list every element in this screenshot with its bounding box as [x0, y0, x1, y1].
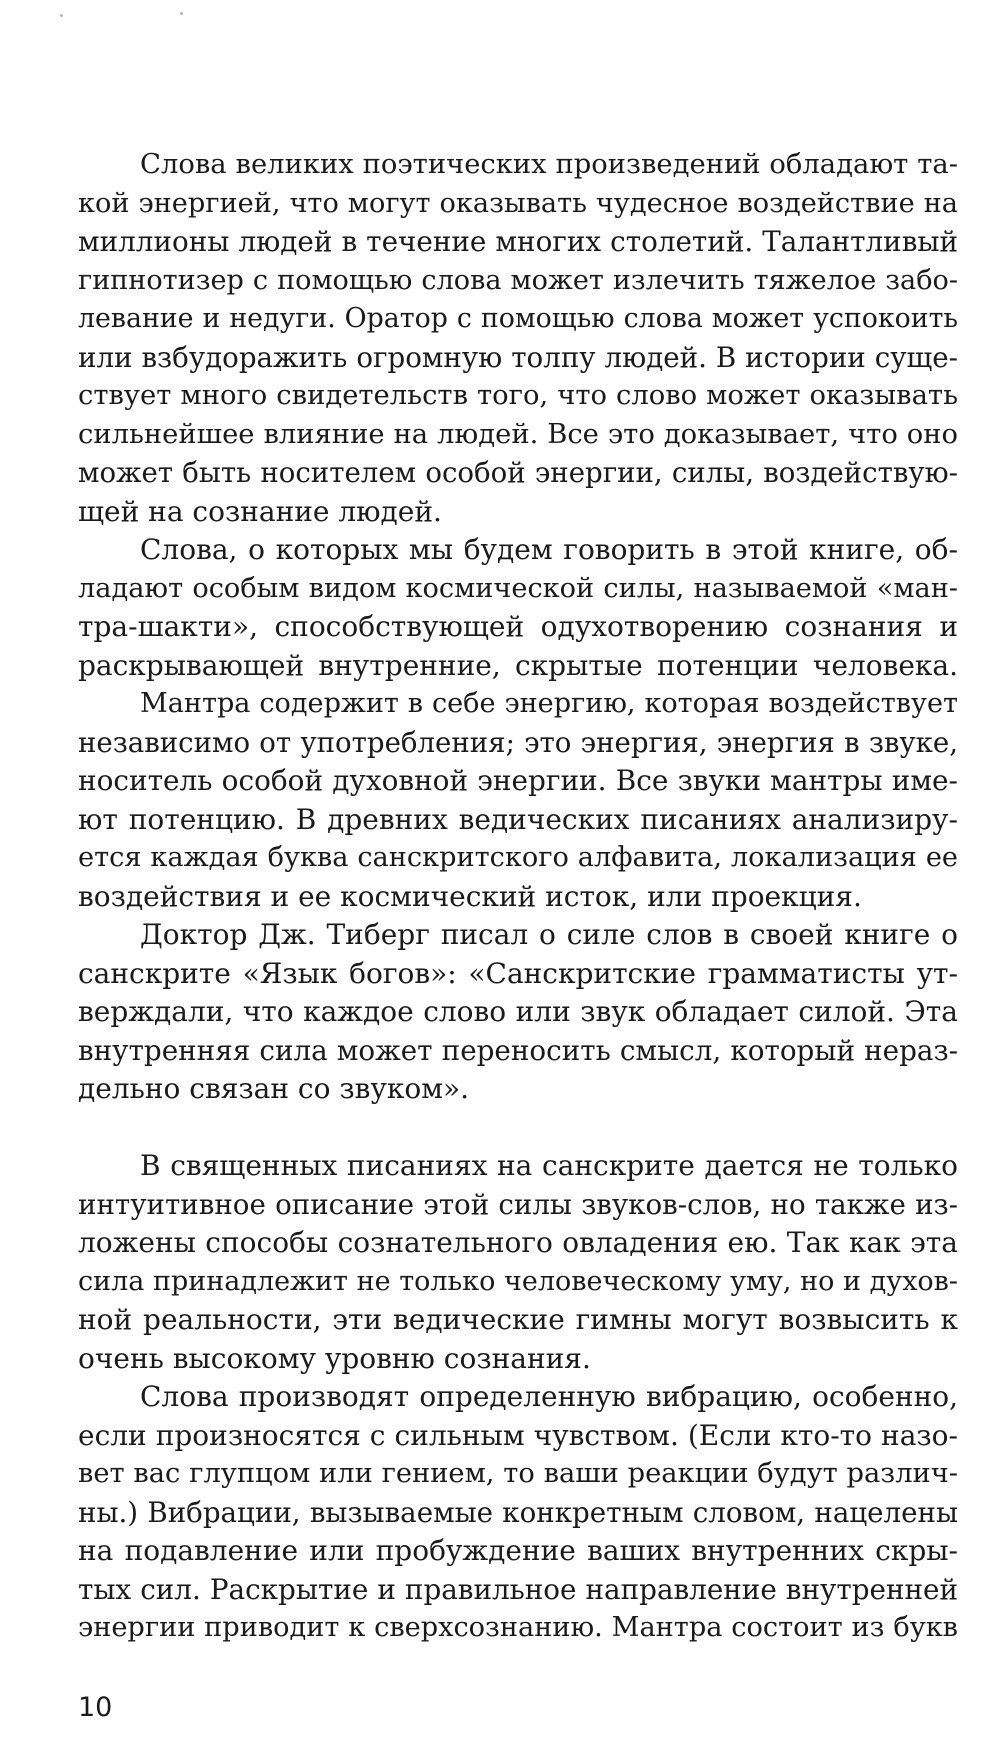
text-line: кой энергией, что могут оказывать чудесное воздействие на	[78, 188, 958, 219]
text-line: Слова производят определенную вибрацию, особенно,	[140, 1380, 958, 1413]
text-line: щей на сознание людей.	[78, 495, 442, 528]
text-line: миллионы людей в течение многих столетий. Талантливый	[78, 225, 958, 258]
text-line: верждали, что каждое слово или звук обладает силой. Эта	[78, 995, 958, 1028]
text-line: ствует много свидетельств того, что слово может оказывать	[78, 380, 958, 411]
text-line: ется каждая буква санскритского алфавита, локализация ее	[78, 842, 958, 873]
text-line: Слова, о которых мы будем говорить в этой книге, об-	[140, 533, 958, 566]
text-line: ной реальности, эти ведические гимны могут возвысить к	[78, 1303, 958, 1336]
text-line: дельно связан со звуком».	[78, 1072, 470, 1105]
text-line: или взбудоражить огромную толпу людей. В истории суще-	[78, 341, 958, 374]
text-line: санскрите «Язык богов»: «Санскритские грамматисты ут-	[78, 957, 958, 990]
text-line: может быть носителем особой энергии, силы, воздействую-	[78, 456, 958, 489]
text-line: ют потенцию. В древних ведических писаниях анализиру-	[78, 803, 958, 836]
text-line: ны.) Вибрации, вызываемые конкретным словом, нацелены	[78, 1496, 958, 1529]
text-line: тра-шакти», способствующей одухотворению сознания и	[78, 610, 958, 643]
text-line: ложены способы сознательного овладения ею. Так как эта	[78, 1226, 958, 1259]
text-line: вет вас глупцом или гением, то ваши реакции будут различ-	[78, 1458, 958, 1489]
text-line: раскрывающей внутренние, скрытые потенции человека.	[78, 649, 958, 682]
text-line: левание и недуги. Оратор с помощью слова может успокоить	[78, 303, 958, 334]
text-line: энергии приводит к сверхсознанию. Мантра состоит из букв	[78, 1612, 958, 1643]
text-line: сила принадлежит не только человеческому уму, но и духов-	[78, 1266, 958, 1297]
text-line: внутренняя сила может переносить смысл, который нераз-	[78, 1034, 958, 1067]
page-number: 10	[78, 1692, 113, 1723]
text-line: если произносятся с сильным чувством. (Если кто-то назо-	[78, 1419, 958, 1452]
text-line: независимо от употребления; это энергия, энергия в звуке,	[78, 726, 958, 759]
scan-speck	[60, 14, 63, 17]
text-line: носитель особой духовной энергии. Все звуки мантры име-	[78, 764, 958, 797]
text-line: очень высокому уровню сознания.	[78, 1342, 591, 1375]
text-line: интуитивное описание этой силы звуков-слов, но также из-	[78, 1188, 958, 1221]
text-line: тых сил. Раскрытие и правильное направление внутренней	[78, 1573, 958, 1606]
text-line: Слова великих поэтических произведений обладают та-	[140, 149, 958, 180]
text-line: воздействия и ее космический исток, или проекция.	[78, 880, 862, 913]
scan-speck	[180, 12, 183, 15]
text-line: В священных писаниях на санскрите дается не только	[140, 1149, 958, 1182]
text-line: Мантра содержит в себе энергию, которая воздействует	[140, 688, 958, 719]
text-line: гипнотизер с помощью слова может излечить тяжелое забо-	[78, 265, 958, 296]
text-line: Доктор Дж. Тиберг писал о силе слов в своей книге о	[140, 918, 958, 951]
text-line: на подавление или пробуждение ваших внутренних скры-	[78, 1534, 958, 1567]
text-line: ладают особым видом космической силы, называемой «ман-	[78, 573, 958, 604]
text-line: сильнейшее влияние на людей. Все это доказывает, что оно	[78, 419, 958, 450]
